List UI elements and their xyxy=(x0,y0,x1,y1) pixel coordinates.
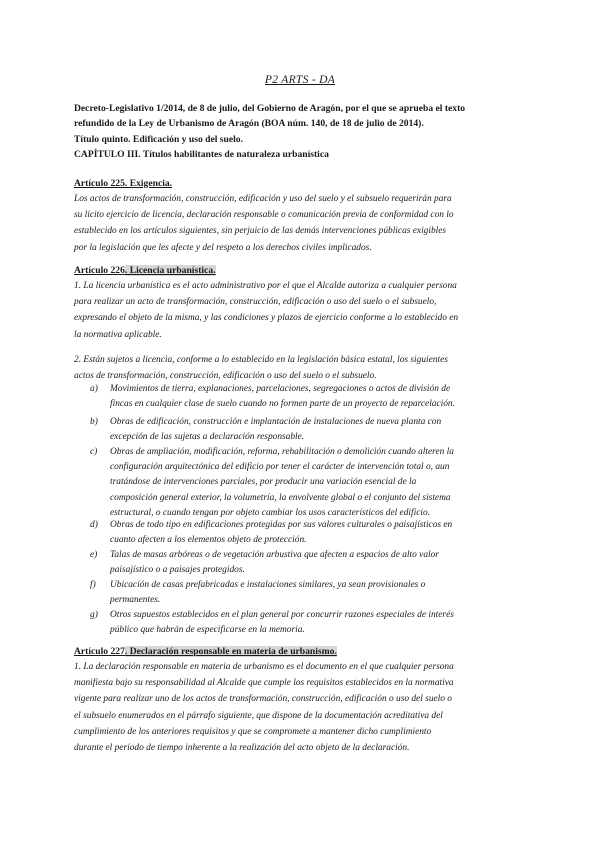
text-line: su lícito ejercicio de licencia, declaración responsable o comunicación previa de conformidad con lo xyxy=(74,210,454,221)
text-line: Obras de ampliación, modificación, reforma, rehabilitación o demolición cuando alteren la xyxy=(110,447,454,457)
article-226-paragraph-1 xyxy=(74,278,532,343)
list-marker: b) xyxy=(90,417,98,427)
text-line: Otros supuestos establecidos en el plan general por concurrir razones especiales de interés xyxy=(110,610,454,620)
text-line: actos de transformación, construcción, edificación o uso del suelo o el subsuelo. xyxy=(74,371,377,382)
article-226-heading: . Licencia urbanística. xyxy=(124,265,216,276)
text-line: composición general exterior, la volumetría, la envolvente global o el conjunto del sistema xyxy=(110,492,451,503)
text-line: 1. La licencia urbanística es el acto administrativo por el que el Alcalde autoriza a cualquier persona xyxy=(74,281,457,291)
text-line: Talas de masas arbóreas o de vegetación arbustiva que afecten a espacios de alto valor xyxy=(110,550,439,560)
list-item-e xyxy=(90,548,534,580)
header-line: Título quinto. Edificación y uso del suelo. xyxy=(74,133,243,145)
text-line: Obras de edificación, construcción e implantación de instalaciones de nueva planta con xyxy=(110,417,442,427)
decree-header xyxy=(74,101,534,163)
text-line: Movimientos de tierra, explanaciones, parcelaciones, segregaciones o actos de división de xyxy=(110,384,451,394)
text-line: cuanto afecten a los elementos objeto de protección. xyxy=(110,535,307,546)
text-line: paisajístico o a paisajes protegidos. xyxy=(110,565,245,576)
article-225-body xyxy=(74,191,532,256)
text-line: manifiesta bajo su responsabilidad al Alcalde que cumple los requisitos establecidos en la normativa xyxy=(74,678,454,689)
article-227-title xyxy=(74,646,337,657)
text-line: 2. Están sujetos a licencia, conforme a lo establecido en la legislación básica estatal, los siguientes xyxy=(74,355,448,365)
header-line: CAPÍTULO III. Títulos habilitantes de naturaleza urbanística xyxy=(74,149,329,161)
text-line: establecido en los artículos siguientes, sin perjuicio de las demás intervenciones públicas exigibles xyxy=(74,226,447,237)
list-marker: e) xyxy=(90,550,98,560)
page-title: P2 ARTS - DA xyxy=(264,74,336,86)
text-line: para realizar un acto de transformación, construcción, edificación o uso del suelo o el subsuelo, xyxy=(74,297,437,308)
text-line: configuración arquitectónica del edificio por tener el carácter de intervención total o, aun xyxy=(110,462,450,473)
list-marker: a) xyxy=(90,384,98,394)
text-line: 1. La declaración responsable en materia de urbanismo es el documento en el que cualquier persona xyxy=(74,662,454,672)
text-line: excepción de las sujetas a declaración responsable. xyxy=(110,432,305,443)
text-line: fincas en cualquier clase de suelo cuando no formen parte de un proyecto de reparcelación. xyxy=(110,399,455,410)
text-line: público que habrán de especificarse en la memoria. xyxy=(110,625,305,636)
article-226-paragraph-2 xyxy=(74,352,532,384)
list-marker: g) xyxy=(90,610,98,620)
list-item-f xyxy=(90,578,534,610)
text-line: la normativa aplicable. xyxy=(74,329,162,340)
text-line: Obras de todo tipo en edificaciones protegidas por sus valores culturales o paisajísticos en xyxy=(110,520,453,530)
article-227-body xyxy=(74,659,532,756)
list-item-a xyxy=(90,382,534,414)
list-item-b xyxy=(90,415,534,447)
article-227-number: Artículo 227 xyxy=(74,646,125,657)
text-line: cumplimiento de los anteriores requisitos y que se compromete a mantener dicho cumplimiento xyxy=(74,726,432,737)
text-line: estructural, o cuando tengan por objeto cambiar los usos característicos del edificio. xyxy=(110,507,431,518)
header-line: Decreto-Legislativo 1/2014, de 8 de julio, del Gobierno de Aragón, por el que se aprueba el texto xyxy=(74,103,466,114)
text-line: tratándose de intervenciones parciales, por producir una variación esencial de la xyxy=(110,477,417,488)
list-marker: f) xyxy=(90,580,96,590)
text-line: Los actos de transformación, construcción, edificación y uso del suelo y el subsuelo requerirán para xyxy=(74,194,452,204)
article-226-number: Artículo 226 xyxy=(74,265,125,276)
list-item-g xyxy=(90,608,534,640)
list-item-d xyxy=(90,518,534,550)
text-line: el subsuelo enumerados en el párrafo siguiente, que dispone de la documentación acreditativa del xyxy=(74,710,443,721)
text-line: durante el período de tiempo inherente a la realización del acto objeto de la declaración. xyxy=(74,743,410,754)
text-line: Ubicación de casas prefabricadas e instalaciones similares, ya sean provisionales o xyxy=(110,580,426,590)
article-227-heading: . Declaración responsable en materia de urbanismo. xyxy=(124,646,337,657)
list-item-c xyxy=(90,445,534,523)
article-226-title xyxy=(74,265,216,276)
article-225-title: Artículo 225. Exigencia. xyxy=(74,178,173,189)
text-line: expresando el objeto de la misma, y las condiciones y plazos de ejercicio conforme a lo establecido en xyxy=(74,313,459,324)
text-line: vigente para realizar uno de los actos de transformación, construcción, edificación o uso del suelo o xyxy=(74,694,452,705)
header-line: refundido de la Ley de Urbanismo de Aragón (BOA núm. 140, de 18 de julio de 2014). xyxy=(74,118,424,130)
list-marker: c) xyxy=(90,447,98,457)
text-line: por la legislación que les afecte y del respeto a los derechos civiles implicados. xyxy=(74,242,372,253)
list-marker: d) xyxy=(90,520,98,530)
text-line: permanentes. xyxy=(110,595,161,606)
